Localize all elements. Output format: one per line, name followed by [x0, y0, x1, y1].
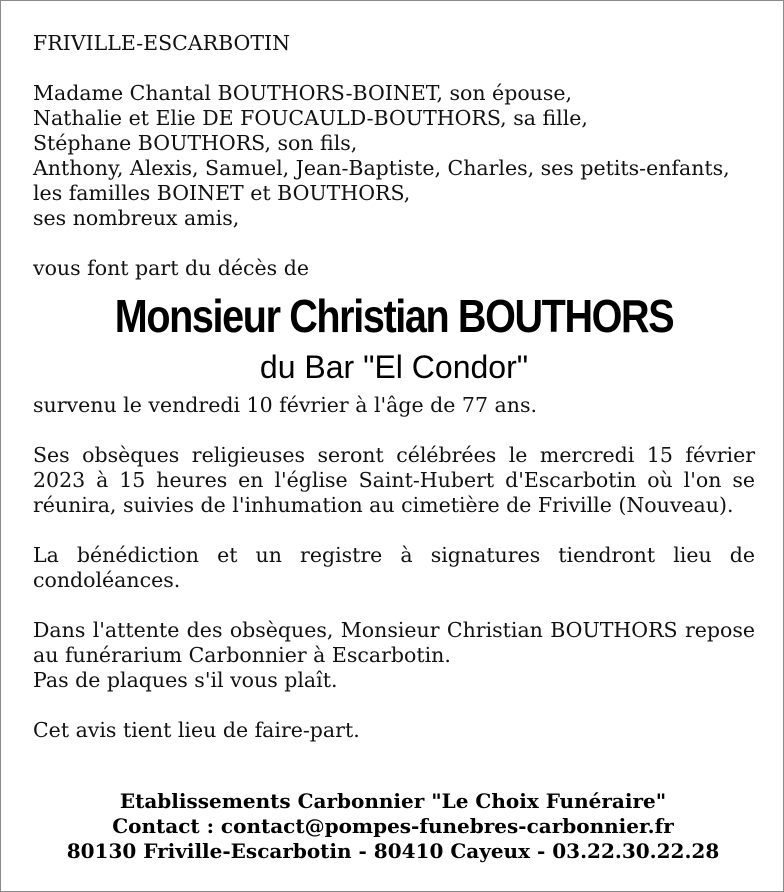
no-plaques-text: Pas de plaques s'il vous plaît.	[33, 668, 338, 692]
notice-note: Cet avis tient lieu de faire-part.	[33, 718, 360, 742]
spacer	[33, 593, 755, 618]
deceased-name: Monsieur Christian BOUTHORS	[114, 290, 674, 342]
family-line: Madame Chantal BOUTHORS-BOINET, son épouse,	[33, 81, 573, 105]
footer-company: Etablissements Carbonnier "Le Choix Funéraire"	[119, 789, 667, 813]
condolences-paragraph: La bénédiction et un registre à signatures tiendront lieu de condoléances.	[33, 543, 755, 592]
spacer	[33, 56, 755, 81]
location-heading: FRIVILLE-ESCARBOTIN	[33, 31, 291, 55]
spacer	[33, 518, 755, 543]
spacer	[33, 231, 755, 256]
funeral-paragraph: Ses obsèques religieuses seront célébrées le mercredi 15 février 2023 à 15 heures en l'église Saint-Hubert d'Escarbotin où l'on se réunira, suivies de l'inhumation au cimetière de Friville (Nouveau).	[33, 443, 755, 517]
family-line: Anthony, Alexis, Samuel, Jean-Baptiste, Charles, ses petits-enfants,	[33, 156, 730, 180]
family-line: Nathalie et Elie DE FOUCAULD-BOUTHORS, sa fille,	[33, 106, 588, 130]
family-list	[33, 81, 755, 231]
footer-contact: Contact : contact@pompes-funebres-carbonnier.fr	[112, 814, 674, 838]
deceased-subtitle: du Bar "El Condor"	[259, 349, 529, 385]
death-info: survenu le vendredi 10 février à l'âge de 77 ans.	[33, 393, 537, 417]
family-line: ses nombreux amis,	[33, 206, 240, 230]
spacer	[33, 693, 755, 718]
spacer	[33, 418, 755, 443]
rest-place-paragraph: Dans l'attente des obsèques, Monsieur Christian BOUTHORS repose au funérarium Carbonnier à Escarbotin.	[33, 618, 755, 667]
footer-address: 80130 Friville-Escarbotin - 80410 Cayeux - 03.22.30.22.28	[66, 839, 720, 863]
announcement-text: vous font part du décès de	[33, 256, 309, 280]
family-line: les familles BOINET et BOUTHORS,	[33, 181, 411, 205]
funeral-home-footer	[1, 789, 784, 864]
family-line: Stéphane BOUTHORS, son fils,	[33, 131, 358, 155]
notice-body	[33, 31, 755, 743]
